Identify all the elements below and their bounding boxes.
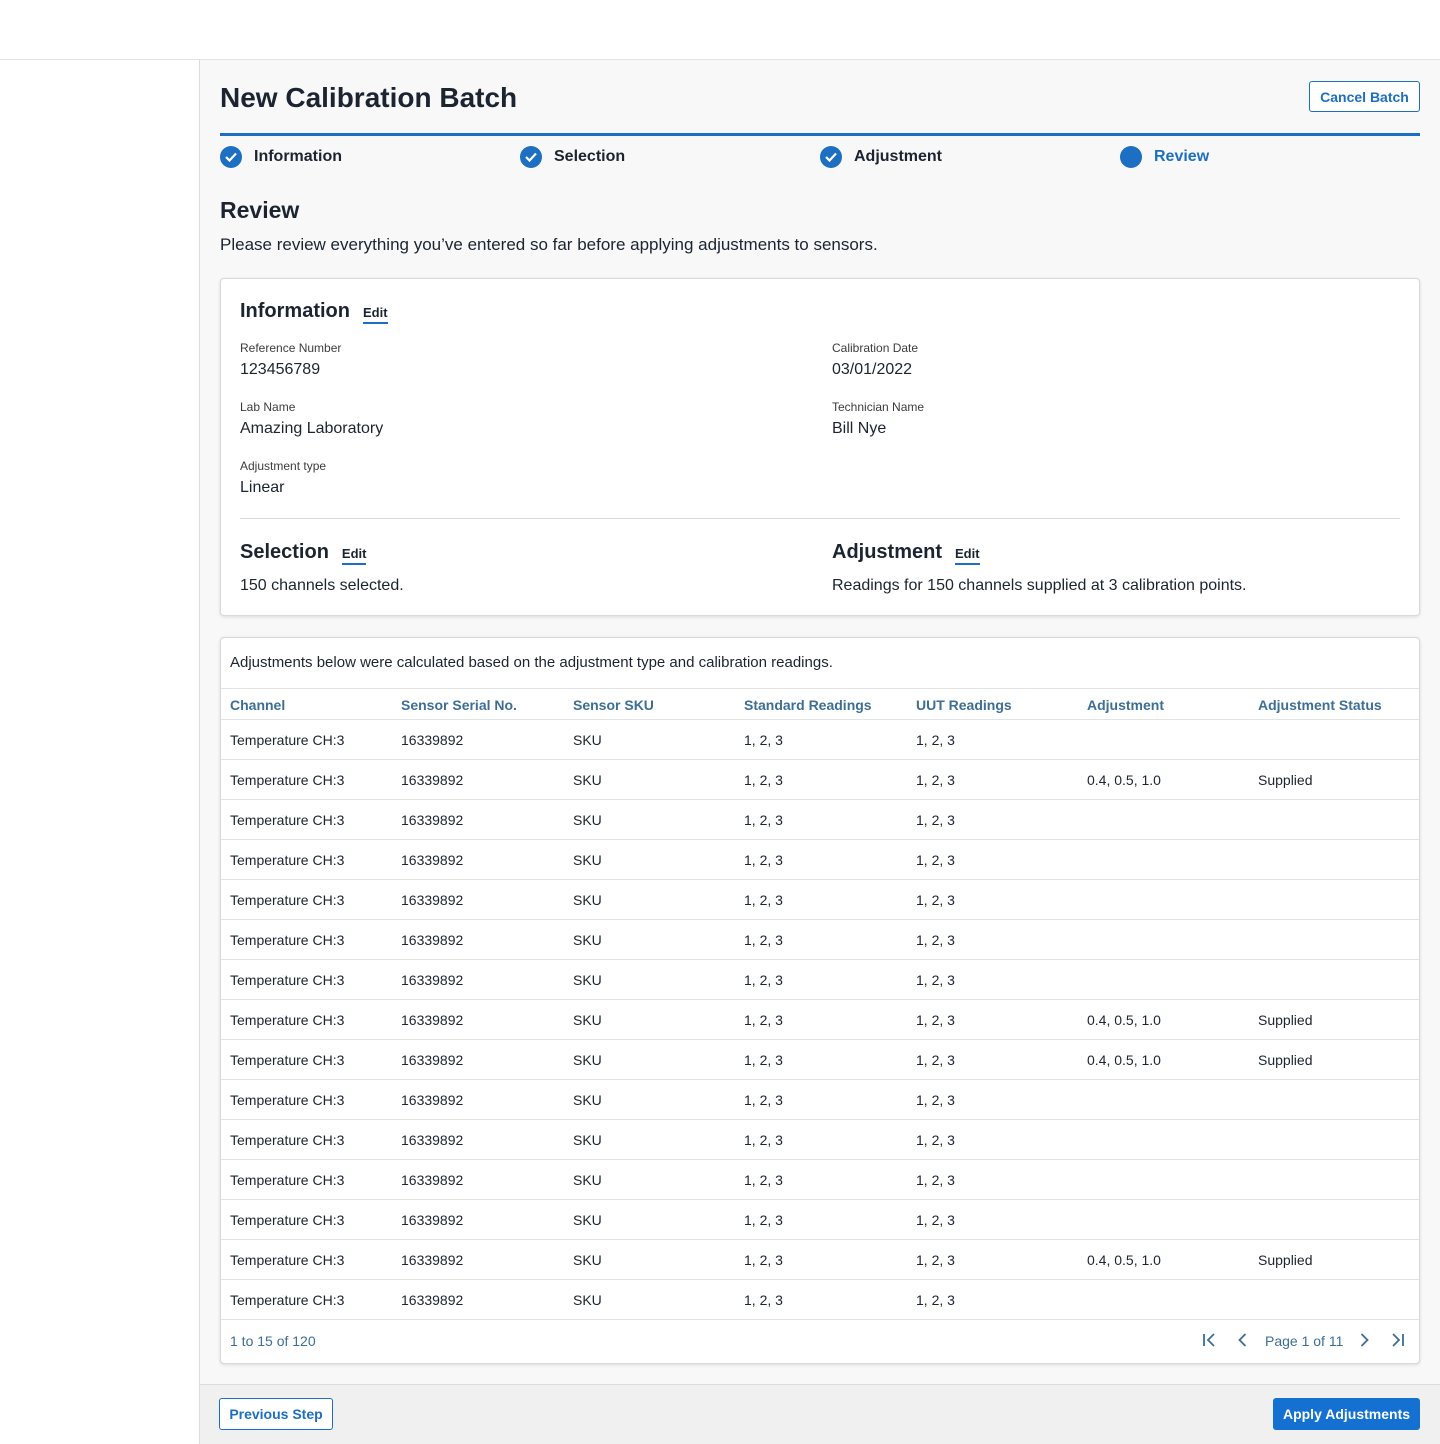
cell-serial: 16339892 (401, 852, 464, 868)
column-header-channel[interactable]: Channel (230, 697, 286, 713)
check-circle-icon (520, 146, 542, 168)
previous-step-button[interactable]: Previous Step (219, 1398, 333, 1430)
cell-standard-readings: 1, 2, 3 (744, 1252, 783, 1268)
calibration-date-value: 03/01/2022 (832, 361, 913, 378)
cell-adjustment: 0.4, 0.5, 1.0 (1087, 1052, 1161, 1068)
table-row (221, 960, 1419, 1000)
cell-adjustment-status: Supplied (1258, 1252, 1313, 1268)
cell-serial: 16339892 (401, 772, 464, 788)
table-row (221, 1240, 1419, 1280)
cell-sku: SKU (573, 812, 602, 828)
table-row (221, 800, 1419, 840)
cell-standard-readings: 1, 2, 3 (744, 1092, 783, 1108)
cell-adjustment-status: Supplied (1258, 1012, 1313, 1028)
cell-uut-readings: 1, 2, 3 (916, 1292, 955, 1308)
cell-standard-readings: 1, 2, 3 (744, 932, 783, 948)
technician-name-value: Bill Nye (832, 420, 887, 437)
cell-sku: SKU (573, 1252, 602, 1268)
cell-uut-readings: 1, 2, 3 (916, 852, 955, 868)
cell-channel: Temperature CH:3 (230, 1212, 345, 1228)
divider (240, 518, 1400, 519)
cell-serial: 16339892 (401, 1252, 464, 1268)
table-row (221, 1080, 1419, 1120)
table-row (221, 1280, 1419, 1320)
cell-uut-readings: 1, 2, 3 (916, 1012, 955, 1028)
cell-standard-readings: 1, 2, 3 (744, 732, 783, 748)
cell-adjustment-status: Supplied (1258, 1052, 1313, 1068)
cell-serial: 16339892 (401, 1132, 464, 1148)
active-step-icon (1120, 146, 1142, 168)
previous-page-icon[interactable] (1235, 1332, 1251, 1348)
check-circle-icon (220, 146, 242, 168)
cell-serial: 16339892 (401, 932, 464, 948)
cell-serial: 16339892 (401, 1012, 464, 1028)
cell-sku: SKU (573, 1212, 602, 1228)
table-row (221, 720, 1419, 760)
pagination-range: 1 to 15 of 120 (230, 1333, 316, 1349)
step-label: Review (1154, 148, 1210, 165)
cell-serial: 16339892 (401, 1092, 464, 1108)
cell-sku: SKU (573, 1132, 602, 1148)
cell-standard-readings: 1, 2, 3 (744, 892, 783, 908)
column-header-adjustment[interactable]: Adjustment (1087, 697, 1164, 713)
review-heading: Review (220, 197, 300, 223)
cell-channel: Temperature CH:3 (230, 732, 345, 748)
information-title: Information (240, 300, 350, 322)
cell-serial: 16339892 (401, 1292, 464, 1308)
cell-standard-readings: 1, 2, 3 (744, 772, 783, 788)
cell-serial: 16339892 (401, 1212, 464, 1228)
cell-sku: SKU (573, 1172, 602, 1188)
reference-number-label: Reference Number (240, 341, 342, 355)
cell-uut-readings: 1, 2, 3 (916, 1132, 955, 1148)
cell-uut-readings: 1, 2, 3 (916, 1052, 955, 1068)
cell-channel: Temperature CH:3 (230, 1092, 345, 1108)
cell-channel: Temperature CH:3 (230, 1172, 345, 1188)
lab-name-label: Lab Name (240, 400, 296, 414)
cell-standard-readings: 1, 2, 3 (744, 1172, 783, 1188)
cell-sku: SKU (573, 1012, 602, 1028)
cell-sku: SKU (573, 932, 602, 948)
cell-channel: Temperature CH:3 (230, 972, 345, 988)
cell-channel: Temperature CH:3 (230, 772, 345, 788)
last-page-icon[interactable] (1390, 1332, 1406, 1348)
main-content (200, 60, 1440, 1384)
cell-channel: Temperature CH:3 (230, 1252, 345, 1268)
selection-summary-header (240, 541, 366, 565)
column-header-serial[interactable]: Sensor Serial No. (401, 697, 517, 713)
table-row (221, 760, 1419, 800)
table-row (221, 920, 1419, 960)
sidebar (0, 60, 200, 1444)
column-header-sku[interactable]: Sensor SKU (573, 697, 654, 713)
table-row (221, 880, 1419, 920)
cell-uut-readings: 1, 2, 3 (916, 732, 955, 748)
cell-sku: SKU (573, 772, 602, 788)
cell-channel: Temperature CH:3 (230, 1292, 345, 1308)
cell-standard-readings: 1, 2, 3 (744, 1132, 783, 1148)
footer-bar (200, 1384, 1440, 1444)
cell-uut-readings: 1, 2, 3 (916, 892, 955, 908)
cell-sku: SKU (573, 852, 602, 868)
cell-standard-readings: 1, 2, 3 (744, 1052, 783, 1068)
first-page-icon[interactable] (1201, 1332, 1217, 1348)
cell-standard-readings: 1, 2, 3 (744, 1012, 783, 1028)
cell-serial: 16339892 (401, 732, 464, 748)
table-row (221, 840, 1419, 880)
cell-channel: Temperature CH:3 (230, 932, 345, 948)
pagination-page: Page 1 of 11 (1265, 1333, 1344, 1349)
page-title: New Calibration Batch (220, 82, 518, 113)
cancel-batch-button[interactable]: Cancel Batch (1309, 81, 1420, 112)
table-row (221, 1000, 1419, 1040)
step-review[interactable] (1120, 146, 1209, 168)
summary-card (220, 278, 1420, 616)
cell-channel: Temperature CH:3 (230, 1012, 345, 1028)
cell-sku: SKU (573, 892, 602, 908)
adjustment-type-label: Adjustment type (240, 459, 327, 473)
information-summary-header (240, 300, 388, 324)
step-selection[interactable] (520, 146, 625, 168)
edit-adjustment-link[interactable]: Edit (955, 546, 980, 565)
table-row (221, 1120, 1419, 1160)
reference-number-value: 123456789 (240, 361, 321, 378)
cell-uut-readings: 1, 2, 3 (916, 1212, 955, 1228)
review-description: Please review everything you’ve entered so far before applying adjustments to sensors. (220, 235, 878, 254)
lab-name-value: Amazing Laboratory (240, 420, 384, 437)
cell-uut-readings: 1, 2, 3 (916, 932, 955, 948)
cell-serial: 16339892 (401, 972, 464, 988)
table-caption: Adjustments below were calculated based on the adjustment type and calibration readings. (230, 654, 833, 671)
cell-serial: 16339892 (401, 892, 464, 908)
step-adjustment[interactable] (820, 146, 942, 168)
cell-sku: SKU (573, 972, 602, 988)
column-header-standard-readings[interactable]: Standard Readings (744, 697, 872, 713)
next-page-icon[interactable] (1356, 1332, 1372, 1348)
edit-information-link[interactable]: Edit (363, 305, 388, 324)
selection-summary-text: 150 channels selected. (240, 577, 404, 594)
table-row (221, 1160, 1419, 1200)
cell-uut-readings: 1, 2, 3 (916, 972, 955, 988)
cell-adjustment-status: Supplied (1258, 772, 1313, 788)
cell-standard-readings: 1, 2, 3 (744, 852, 783, 868)
cell-standard-readings: 1, 2, 3 (744, 812, 783, 828)
cell-serial: 16339892 (401, 1052, 464, 1068)
check-circle-icon (820, 146, 842, 168)
step-label: Information (254, 148, 342, 165)
step-label: Selection (554, 148, 626, 165)
cell-sku: SKU (573, 732, 602, 748)
cell-channel: Temperature CH:3 (230, 1052, 345, 1068)
cell-channel: Temperature CH:3 (230, 852, 345, 868)
table-row (221, 1200, 1419, 1240)
table-header (221, 688, 1419, 720)
cell-serial: 16339892 (401, 1172, 464, 1188)
cell-sku: SKU (573, 1052, 602, 1068)
step-information[interactable] (220, 146, 342, 168)
adjustment-type-value: Linear (240, 479, 285, 496)
adjustment-summary-header (832, 541, 980, 565)
cell-adjustment: 0.4, 0.5, 1.0 (1087, 772, 1161, 788)
cell-standard-readings: 1, 2, 3 (744, 1212, 783, 1228)
cell-sku: SKU (573, 1092, 602, 1108)
cell-uut-readings: 1, 2, 3 (916, 1252, 955, 1268)
cell-channel: Temperature CH:3 (230, 812, 345, 828)
cell-standard-readings: 1, 2, 3 (744, 972, 783, 988)
cell-adjustment: 0.4, 0.5, 1.0 (1087, 1252, 1161, 1268)
cell-uut-readings: 1, 2, 3 (916, 812, 955, 828)
cell-standard-readings: 1, 2, 3 (744, 1292, 783, 1308)
adjustments-table-card (220, 637, 1420, 1364)
calibration-date-label: Calibration Date (832, 341, 919, 355)
selection-title: Selection (240, 541, 329, 563)
adjustment-summary-text: Readings for 150 channels supplied at 3 calibration points. (832, 577, 1247, 594)
cell-channel: Temperature CH:3 (230, 1132, 345, 1148)
cell-adjustment: 0.4, 0.5, 1.0 (1087, 1012, 1161, 1028)
cell-uut-readings: 1, 2, 3 (916, 1172, 955, 1188)
adjustment-title: Adjustment (832, 541, 942, 563)
step-label: Adjustment (854, 148, 942, 165)
cell-serial: 16339892 (401, 812, 464, 828)
apply-adjustments-button[interactable]: Apply Adjustments (1273, 1398, 1420, 1430)
column-header-uut-readings[interactable]: UUT Readings (916, 697, 1012, 713)
cell-sku: SKU (573, 1292, 602, 1308)
cell-uut-readings: 1, 2, 3 (916, 772, 955, 788)
top-bar (0, 0, 1440, 60)
cell-channel: Temperature CH:3 (230, 892, 345, 908)
stepper-progress-line (220, 133, 1420, 136)
technician-name-label: Technician Name (832, 400, 925, 414)
column-header-adjustment-status[interactable]: Adjustment Status (1258, 697, 1382, 713)
edit-selection-link[interactable]: Edit (342, 546, 367, 565)
cell-uut-readings: 1, 2, 3 (916, 1092, 955, 1108)
table-row (221, 1040, 1419, 1080)
